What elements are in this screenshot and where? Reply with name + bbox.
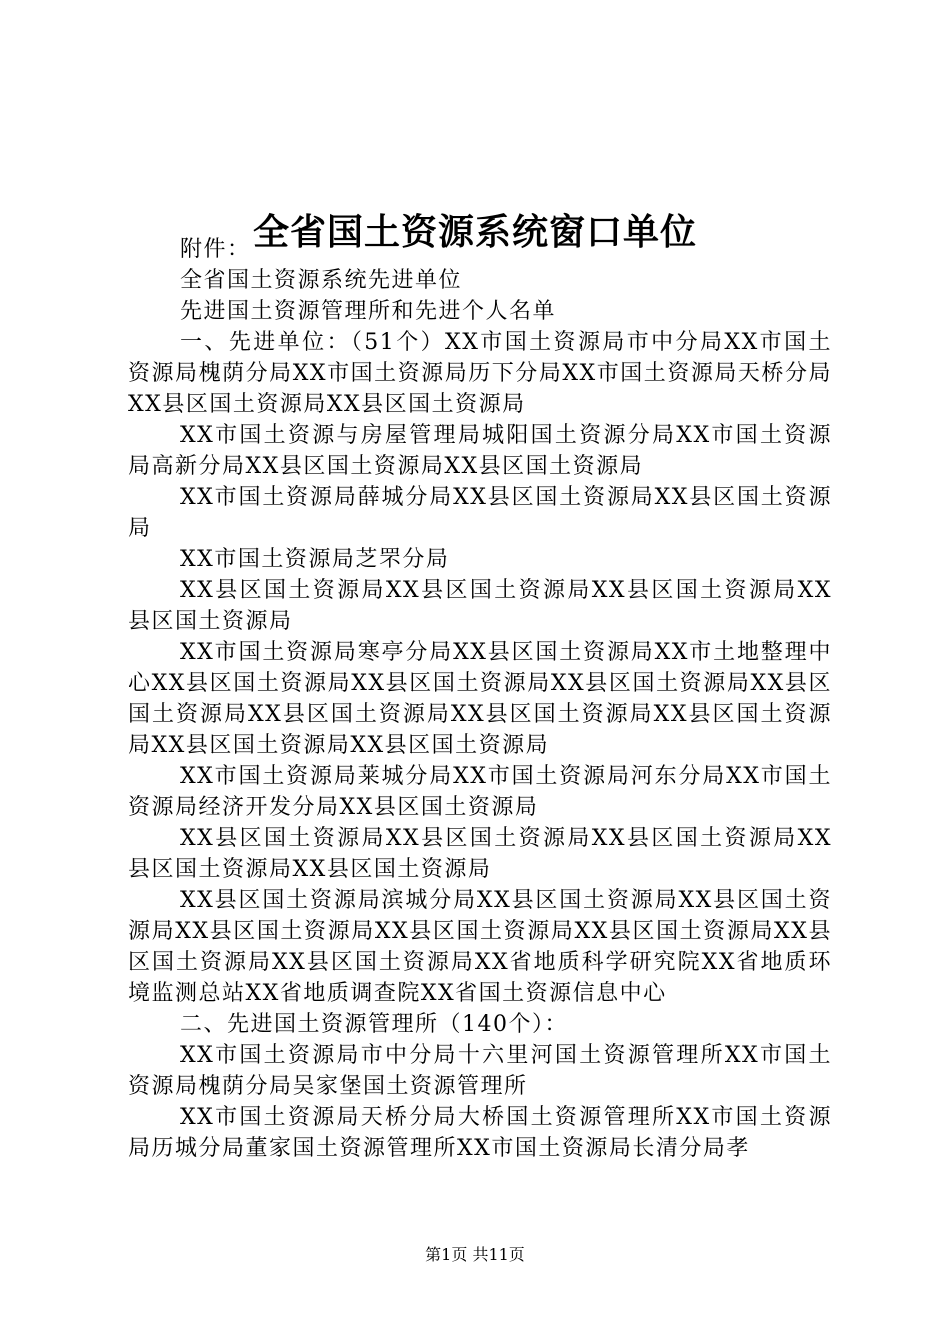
paragraph: XX市国土资源局寒亭分局XX县区国土资源局XX市土地整理中心XX县区国土资源局XX县区国土资源局XX县区国土资源局XX县区国土资源局XX县区国土资源局XX县区国土资源局XX县区国土资源局XX县区国土资源局XX县区国土资源局 [128,640,832,758]
paragraph: XX县区国土资源局XX县区国土资源局XX县区国土资源局XX县区国土资源局 [128,578,832,634]
paragraph-section-2-heading: 二、先进国土资源管理所（140个）： [180,1012,568,1037]
paragraph: XX县区国土资源局XX县区国土资源局XX县区国土资源局XX县区国土资源局XX县区国土资源局 [128,826,832,882]
paragraph: XX市国土资源与房屋管理局城阳国土资源分局XX市国土资源局高新分局XX县区国土资源局XX县区国土资源局 [128,423,832,479]
paragraph: XX县区国土资源局滨城分局XX县区国土资源局XX县区国土资源局XX县区国土资源局XX县区国土资源局XX县区国土资源局XX县区国土资源局XX县区国土资源局XX省地质科学研究院XX省地质环境监测总站XX省地质调查院XX省国土资源信息中心 [128,888,832,1006]
paragraph-attachment-label: 附件： [180,237,251,262]
paragraph-subtitle-1: 全省国土资源系统先进单位 [180,268,463,293]
paragraph: XX市国土资源局市中分局十六里河国土资源管理所XX市国土资源局槐荫分局吴家堡国土资源管理所 [128,1043,832,1099]
document-body [128,234,832,1164]
paragraph-subtitle-2: 先进国土资源管理所和先进个人名单 [180,299,557,324]
page-number-footer: 第1页 共11页 [425,1245,525,1264]
paragraph: XX市国土资源局天桥分局大桥国土资源管理所XX市国土资源局历城分局董家国土资源管理所XX市国土资源局长清分局孝 [128,1105,832,1161]
paragraph-section-1-heading: 一、先进单位：（51个）XX市国土资源局市中分局XX市国土资源局槐荫分局XX市国土资源局历下分局XX市国土资源局天桥分局XX县区国土资源局XX县区国土资源局 [128,330,832,417]
paragraph: XX市国土资源局莱城分局XX市国土资源局河东分局XX市国土资源局经济开发分局XX县区国土资源局 [128,764,832,820]
document-title: 全省国土资源系统窗口单位 [252,211,697,254]
paragraph: XX市国土资源局薛城分局XX县区国土资源局XX县区国土资源局 [128,485,832,541]
paragraph: XX市国土资源局芝罘分局 [180,547,450,572]
